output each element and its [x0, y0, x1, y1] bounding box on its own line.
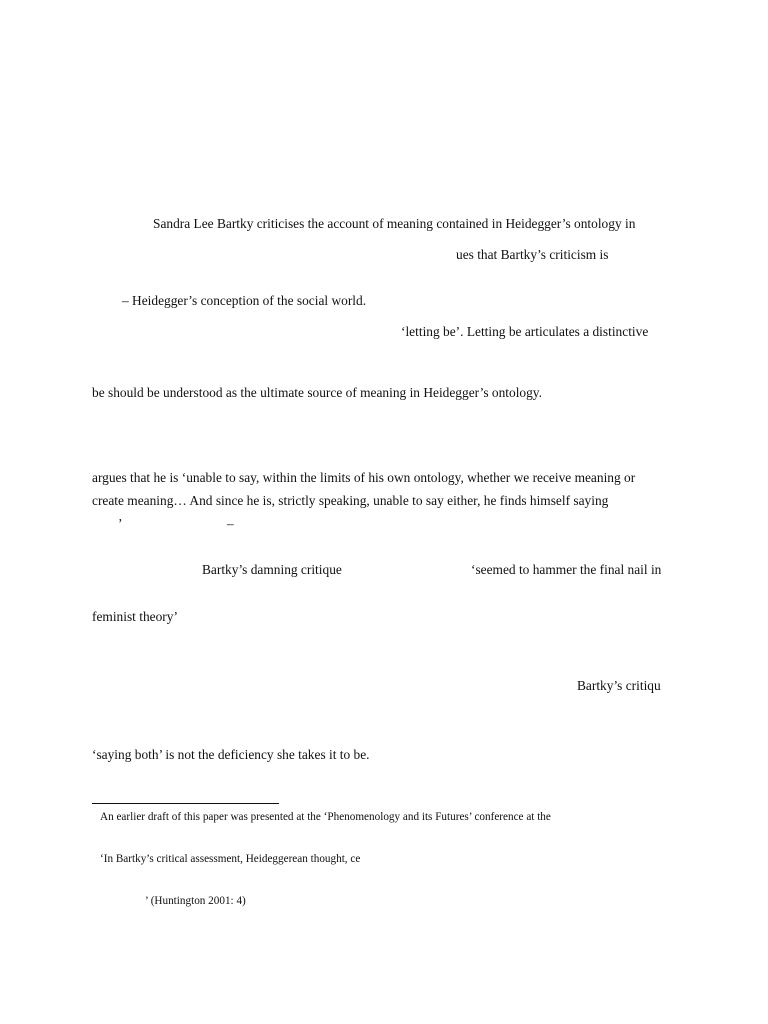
footnote-1: An earlier draft of this paper was presented at the ‘Phenomenology and its Futures’ conference at the [100, 811, 551, 823]
footnote-separator [92, 803, 279, 804]
body-line-8-quote: ’ [118, 516, 123, 531]
body-line-9-right: ‘seemed to hammer the final nail in [471, 562, 662, 577]
body-line-11: Bartky’s critiqu [577, 678, 661, 693]
body-line-4: ‘letting be’. Letting be articulates a distinctive [401, 324, 649, 339]
body-line-10: feminist theory’ [92, 609, 178, 624]
body-line-3: – Heidegger’s conception of the social world. [122, 293, 367, 308]
body-line-5: be should be understood as the ultimate source of meaning in Heidegger’s ontology. [92, 385, 542, 400]
body-line-12: ‘saying both’ is not the deficiency she takes it to be. [92, 747, 370, 762]
body-line-8-dash: – [227, 516, 234, 531]
body-line-9-left: Bartky’s damning critique [202, 562, 342, 577]
body-line-6: argues that he is ‘unable to say, within the limits of his own ontology, whether we receive meaning or [92, 470, 636, 485]
body-line-2: ues that Bartky’s criticism is [456, 247, 609, 262]
footnote-3: ’ (Huntington 2001: 4) [145, 895, 246, 907]
body-line-1: Sandra Lee Bartky criticises the account of meaning contained in Heidegger’s ontology in [153, 216, 636, 231]
body-line-7: create meaning… And since he is, strictly speaking, unable to say either, he finds himself saying [92, 493, 609, 508]
footnote-2: ‘In Bartky’s critical assessment, Heideggerean thought, ce [100, 853, 361, 865]
